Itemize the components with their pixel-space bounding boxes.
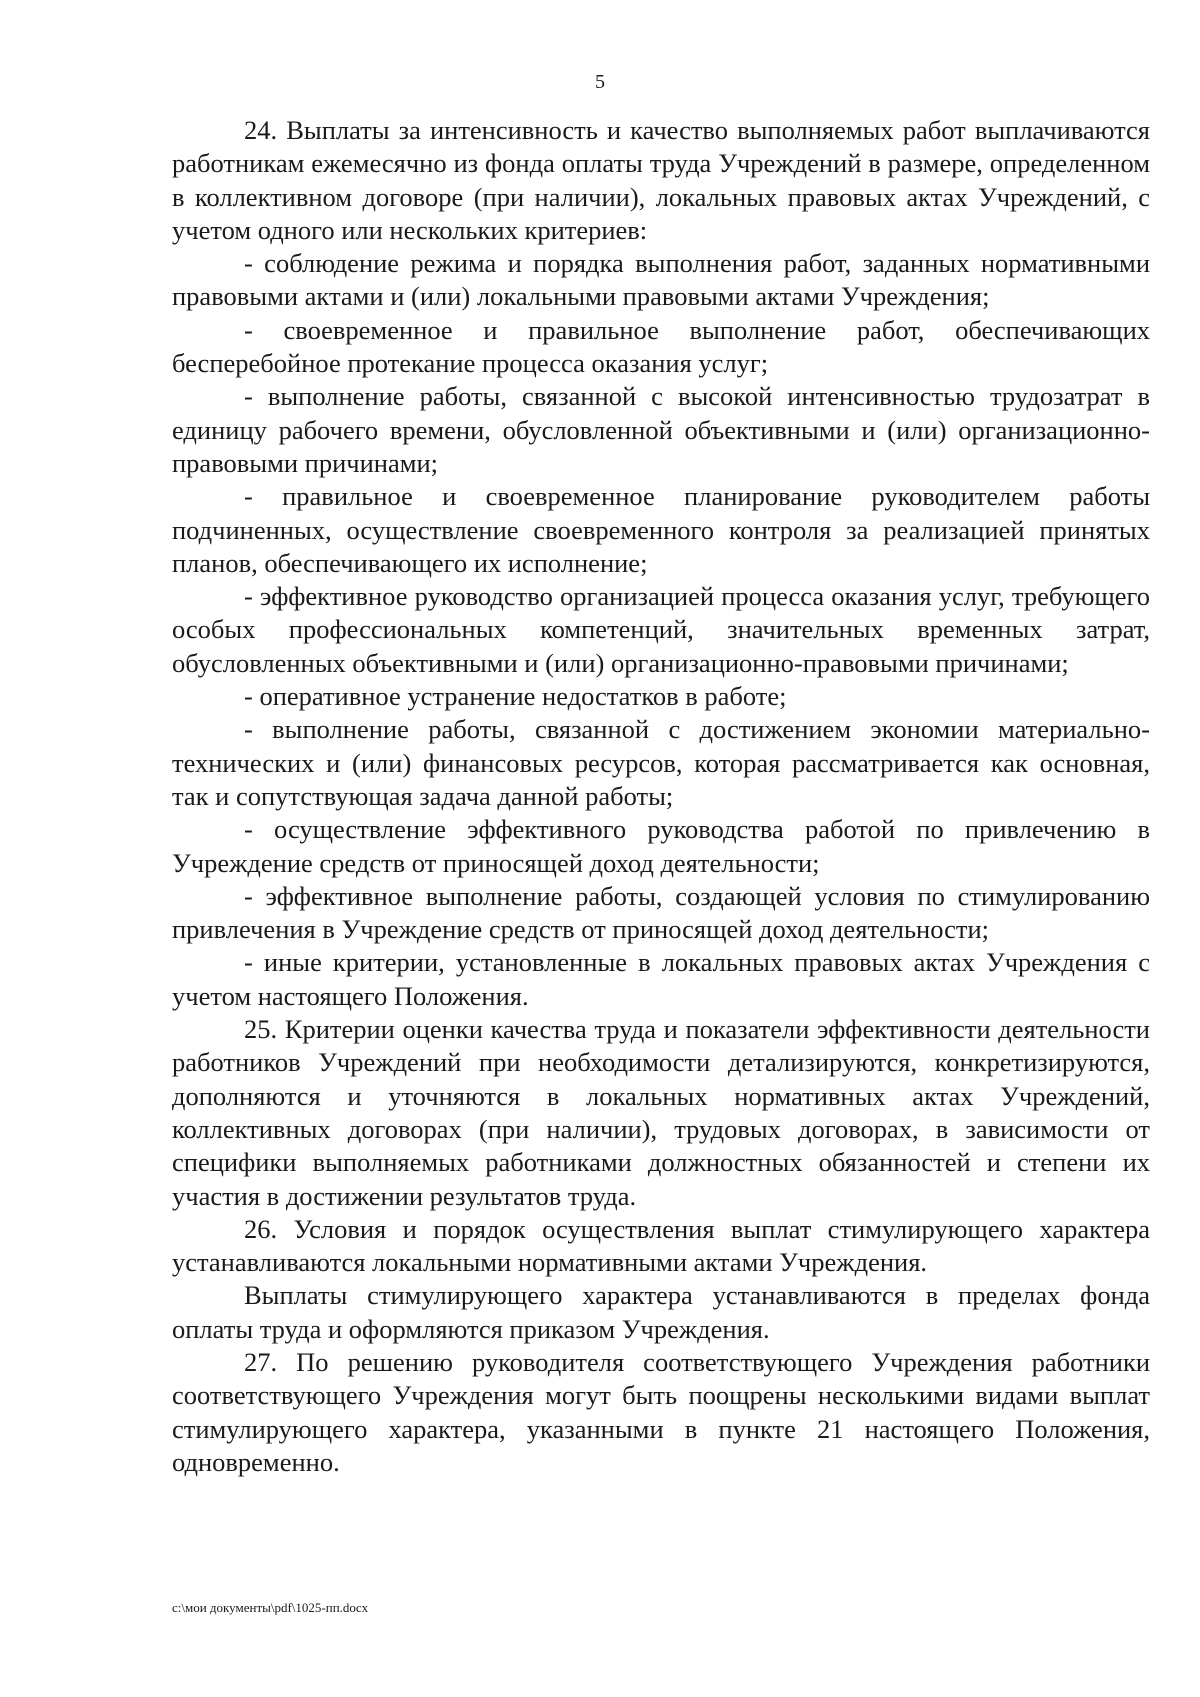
criterion-timely-work: - своевременное и правильное выполнение работ, обеспечивающих бесперебойное протекание процесса оказания услуг; <box>172 314 1150 379</box>
paragraph-27: 27. По решению руководителя соответствующего Учреждения работники соответствующего Учреждения могут быть поощрены несколькими видами выплат стимулирующего характера, указанными в пункте 21 настоящего Положения, одновременно. <box>172 1346 1150 1477</box>
criterion-management: - эффективное руководство организацией процесса оказания услуг, требующего особых профессиональных компетенций, значительных временных затрат, обусловленных объективными и (или) организационно-правовыми причинами; <box>172 581 1150 678</box>
criterion-regime: - соблюдение режима и порядка выполнения работ, заданных нормативными правовыми актами и (или) локальными правовыми актами Учреждения; <box>172 248 1150 312</box>
criterion-planning: - правильное и своевременное планирование руководителем работы подчиненных, осуществление своевременного контроля за реализацией принятых планов, обеспечивающего их исполнение; <box>172 481 1150 578</box>
footer-file-path: c:\мои документы\pdf\1025-пп.docx <box>172 1600 369 1615</box>
criterion-attracting-funds: - осуществление эффективного руководства работой по привлечению в Учреждение средств от приносящей доход деятельности; <box>172 814 1150 878</box>
criterion-economy: - выполнение работы, связанной с достижением экономии материально-технических и (или) финансовых ресурсов, которая рассматривается как основная, так и сопутствующая задача данной работы; <box>172 714 1150 811</box>
criterion-stimulating: - эффективное выполнение работы, создающей условия по стимулированию привлечения в Учреждение средств от приносящей доход деятельности; <box>172 880 1150 945</box>
criterion-other: - иные критерии, установленные в локальных правовых актах Учреждения с учетом настоящего Положения. <box>172 947 1150 1011</box>
paragraph-25: 25. Критерии оценки качества труда и показатели эффективности деятельности работников Учреждений при необходимости детализируются, конкретизируются, дополняются и уточняются в локальных нормативных актах Учреждений, коллективных договорах (при наличии), трудовых договорах, в зависимости от специфики выполняемых работниками должностных обязанностей и степени их участия в достижении результатов труда. <box>172 1014 1150 1211</box>
paragraph-24: 24. Выплаты за интенсивность и качество выполняемых работ выплачиваются работникам ежемесячно из фонда оплаты труда Учреждений в размере, определенном в коллективном договоре (при наличии), локальных правовых актах Учреждений, с учетом одного или нескольких критериев: <box>172 115 1150 245</box>
criterion-fixing-defects: - оперативное устранение недостатков в работе; <box>244 681 787 712</box>
paragraph-26-continued: Выплаты стимулирующего характера устанавливаются в пределах фонда оплаты труда и оформляются приказом Учреждения. <box>172 1280 1150 1344</box>
criterion-intensity: - выполнение работы, связанной с высокой интенсивностью трудозатрат в единицу рабочего времени, обусловленной объективными и (или) организационно-правовыми причинами; <box>172 381 1150 478</box>
page-number: 5 <box>595 71 605 93</box>
document-body <box>172 114 1150 1479</box>
paragraph-26: 26. Условия и порядок осуществления выплат стимулирующего характера устанавливаются локальными нормативными актами Учреждения. <box>172 1213 1150 1278</box>
